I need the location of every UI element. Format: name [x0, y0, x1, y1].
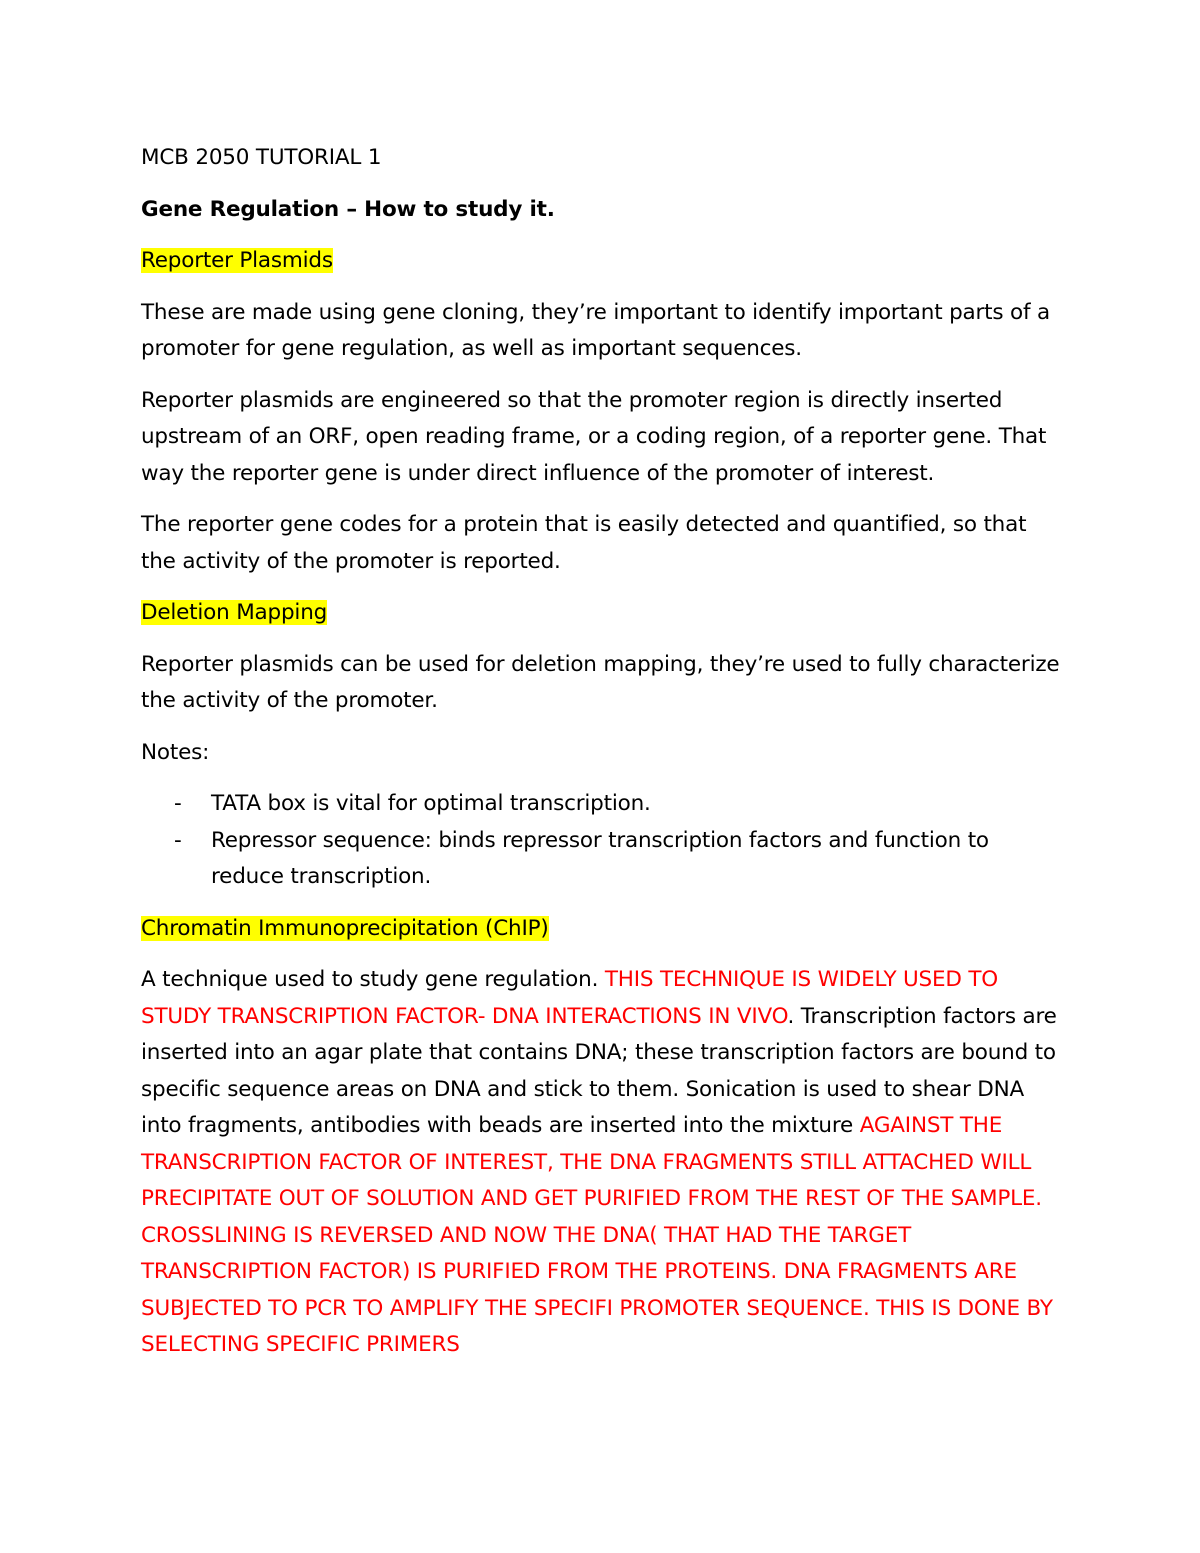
paragraph-reporter-intro: These are made using gene cloning, they’re important to identify important parts of a promoter for gene regulation, as well as important sequences.: [141, 299, 1050, 361]
document-title: MCB 2050 TUTORIAL 1: [141, 145, 382, 170]
notes-label: Notes:: [141, 739, 210, 765]
bullet-dash: -: [174, 827, 182, 853]
chip-emphasis-segment-1: THIS TECHNIQUE IS WIDELY USED TO STUDY TRANSCRIPTION FACTOR- DNA INTERACTIONS IN VIVO: [141, 967, 999, 1029]
bullet-dash: -: [174, 791, 182, 816]
highlighted-heading-text: Reporter Plasmids: [141, 248, 333, 273]
notes-list: [141, 786, 1061, 896]
list-item: [141, 823, 1061, 896]
chip-emphasis-segment-2: AGAINST THE TRANSCRIPTION FACTOR OF INTEREST, THE DNA FRAGMENTS STILL ATTACHED WILL PRECIPITATE OUT OF SOLUTION AND GET PURIFIED FROM THE REST OF THE SAMPLE. CROSSLINING IS REVERSED AND NOW THE DNA( THAT HAD THE TARGET TRANSCRIPTION FACTOR) IS PURIFIED FROM THE PROTEINS. DNA FRAGMENTS ARE SUBJECTED TO PCR TO AMPLIFY THE SPECIFI PROMOTER SEQUENCE. THIS IS DONE BY SELECTING SPECIFIC PRIMERS: [141, 1113, 1053, 1357]
document-body: [141, 140, 1061, 1379]
section-heading-deletion-mapping: [141, 595, 1061, 632]
chip-text-segment-1: A technique used to study gene regulation.: [141, 967, 605, 992]
chip-text-segment-2: . Transcription factors are inserted into an agar plate that contains DNA; these transcription factors are bound to specific sequence areas on DNA and stick to them. Sonication is used to shear DNA into fragments, antibodies with beads are inserted into the mixture: [141, 1003, 1057, 1138]
list-item: [141, 786, 1061, 823]
document-subtitle: Gene Regulation – How to study it.: [141, 196, 555, 222]
section-heading-reporter-plasmids: [141, 243, 1061, 280]
highlighted-heading-text: Chromatin Immunoprecipitation (ChIP): [141, 915, 549, 941]
section-heading-chip: [141, 911, 1061, 948]
paragraph-deletion-mapping: Reporter plasmids can be used for deletion mapping, they’re used to fully characterize the activity of the promoter.: [141, 651, 1060, 713]
paragraph-chip: [141, 962, 1061, 1364]
paragraph-reporter-gene: The reporter gene codes for a protein that is easily detected and quantified, so that the activity of the promoter is reported.: [141, 512, 1027, 574]
paragraph-reporter-engineering: Reporter plasmids are engineered so that the promoter region is directly inserted upstream of an ORF, open reading frame, or a coding region, of a reporter gene. That way the reporter gene is under direct influence of the promoter of interest.: [141, 387, 1047, 486]
note-text: TATA box is vital for optimal transcription.: [211, 791, 651, 816]
highlighted-heading-text: Deletion Mapping: [141, 600, 328, 625]
note-text: Repressor sequence: binds repressor transcription factors and function to reduce transcription.: [211, 827, 989, 889]
